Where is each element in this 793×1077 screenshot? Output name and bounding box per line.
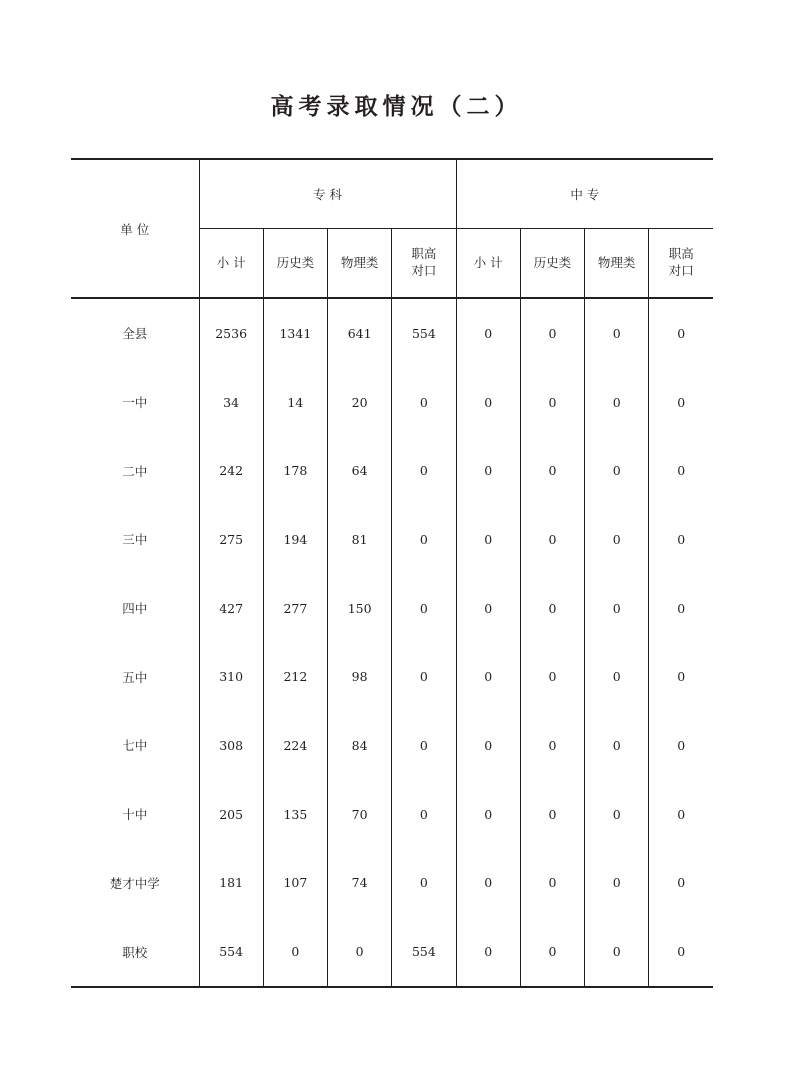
value-cell: 427 xyxy=(199,574,263,643)
value-cell: 194 xyxy=(263,505,327,574)
value-cell: 242 xyxy=(199,436,263,505)
value-cell: 20 xyxy=(328,368,392,437)
value-cell: 14 xyxy=(263,368,327,437)
value-cell: 205 xyxy=(199,780,263,849)
value-cell: 0 xyxy=(585,642,649,711)
value-cell: 98 xyxy=(328,642,392,711)
value-cell: 0 xyxy=(520,780,584,849)
subheader-cell xyxy=(199,229,263,299)
value-cell: 554 xyxy=(392,298,456,368)
subheader-cell xyxy=(520,229,584,299)
value-cell: 0 xyxy=(456,780,520,849)
value-cell: 107 xyxy=(263,849,327,918)
unit-cell: 十中 xyxy=(122,807,148,823)
value-cell: 0 xyxy=(520,711,584,780)
value-cell: 554 xyxy=(392,917,456,987)
value-cell: 1341 xyxy=(263,298,327,368)
value-cell: 0 xyxy=(649,917,713,987)
value-cell: 0 xyxy=(520,642,584,711)
value-cell: 0 xyxy=(649,574,713,643)
value-cell: 308 xyxy=(199,711,263,780)
table-row xyxy=(71,917,713,987)
value-cell: 0 xyxy=(649,849,713,918)
value-cell: 0 xyxy=(456,917,520,987)
value-cell: 181 xyxy=(199,849,263,918)
table-row xyxy=(71,574,713,643)
value-cell: 0 xyxy=(392,711,456,780)
value-cell: 0 xyxy=(520,368,584,437)
value-cell: 0 xyxy=(649,298,713,368)
group-header-zhuanke: 专 科 xyxy=(199,159,456,229)
value-cell: 224 xyxy=(263,711,327,780)
value-cell: 0 xyxy=(585,436,649,505)
subheader-cell xyxy=(328,229,392,299)
subheader-line1: 物理类 xyxy=(340,254,379,270)
table-row xyxy=(71,642,713,711)
value-cell: 0 xyxy=(263,917,327,987)
value-cell: 277 xyxy=(263,574,327,643)
value-cell: 0 xyxy=(520,436,584,505)
value-cell: 74 xyxy=(328,849,392,918)
value-cell: 0 xyxy=(585,849,649,918)
value-cell: 84 xyxy=(328,711,392,780)
value-cell: 178 xyxy=(263,436,327,505)
value-cell: 275 xyxy=(199,505,263,574)
value-cell: 0 xyxy=(456,298,520,368)
value-cell: 0 xyxy=(328,917,392,987)
value-cell: 212 xyxy=(263,642,327,711)
value-cell: 0 xyxy=(649,368,713,437)
value-cell: 0 xyxy=(392,642,456,711)
table-row xyxy=(71,298,713,368)
value-cell: 0 xyxy=(649,505,713,574)
subheader-line1: 物理类 xyxy=(597,254,636,270)
value-cell: 310 xyxy=(199,642,263,711)
subheader-line1: 历史类 xyxy=(276,254,315,270)
value-cell: 2536 xyxy=(199,298,263,368)
table-row xyxy=(71,368,713,437)
value-cell: 0 xyxy=(392,368,456,437)
unit-cell: 二中 xyxy=(122,463,148,479)
subheader-line1: 小 计 xyxy=(473,254,503,270)
value-cell: 0 xyxy=(585,368,649,437)
value-cell: 34 xyxy=(199,368,263,437)
value-cell: 0 xyxy=(520,574,584,643)
value-cell: 0 xyxy=(392,436,456,505)
value-cell: 135 xyxy=(263,780,327,849)
subheader-cell xyxy=(649,229,713,299)
value-cell: 0 xyxy=(392,780,456,849)
value-cell: 0 xyxy=(456,711,520,780)
unit-cell: 楚才中学 xyxy=(109,875,160,891)
value-cell: 0 xyxy=(392,505,456,574)
subheader-line1: 历史类 xyxy=(533,254,572,270)
table-row xyxy=(71,849,713,918)
value-cell: 0 xyxy=(456,574,520,643)
value-cell: 0 xyxy=(520,505,584,574)
value-cell: 0 xyxy=(520,298,584,368)
value-cell: 0 xyxy=(392,574,456,643)
value-cell: 0 xyxy=(649,711,713,780)
subheader-cell xyxy=(263,229,327,299)
subheader-line1: 职高 xyxy=(411,246,437,262)
value-cell: 0 xyxy=(456,436,520,505)
table-body xyxy=(71,298,713,987)
value-cell: 0 xyxy=(520,917,584,987)
value-cell: 0 xyxy=(392,849,456,918)
subheader-line1: 职高 xyxy=(668,246,694,262)
table-row xyxy=(71,436,713,505)
subheader-cell xyxy=(456,229,520,299)
value-cell: 0 xyxy=(649,436,713,505)
page-title: 高考录取情况（二） xyxy=(270,93,523,120)
unit-cell: 职校 xyxy=(71,917,199,987)
unit-cell: 七中 xyxy=(122,738,148,754)
unit-cell: 全县 xyxy=(122,326,148,342)
subheader-cell xyxy=(585,229,649,299)
table-row xyxy=(71,505,713,574)
value-cell: 0 xyxy=(649,642,713,711)
value-cell: 0 xyxy=(456,368,520,437)
unit-cell: 一中 xyxy=(122,395,148,411)
unit-cell: 三中 xyxy=(122,532,148,548)
subheader-line1: 小 计 xyxy=(216,254,246,270)
value-cell: 0 xyxy=(585,505,649,574)
value-cell: 70 xyxy=(328,780,392,849)
value-cell: 150 xyxy=(328,574,392,643)
value-cell: 81 xyxy=(328,505,392,574)
admissions-table xyxy=(71,158,713,988)
group-header-zhongzhuan: 中 专 xyxy=(456,159,713,229)
table-row xyxy=(71,711,713,780)
subheader-line2: 对口 xyxy=(411,263,437,278)
table-row xyxy=(71,780,713,849)
value-cell: 0 xyxy=(649,780,713,849)
value-cell: 0 xyxy=(585,298,649,368)
value-cell: 0 xyxy=(585,574,649,643)
value-cell: 0 xyxy=(585,917,649,987)
value-cell: 64 xyxy=(328,436,392,505)
subheader-cell xyxy=(392,229,456,299)
value-cell: 554 xyxy=(199,917,263,987)
value-cell: 0 xyxy=(456,849,520,918)
value-cell: 0 xyxy=(456,505,520,574)
unit-cell: 五中 xyxy=(122,669,148,685)
unit-cell: 四中 xyxy=(122,601,148,617)
value-cell: 0 xyxy=(520,849,584,918)
value-cell: 0 xyxy=(585,780,649,849)
unit-column-header: 单 位 xyxy=(71,159,199,298)
value-cell: 0 xyxy=(456,642,520,711)
value-cell: 0 xyxy=(585,711,649,780)
value-cell: 641 xyxy=(328,298,392,368)
subheader-line2: 对口 xyxy=(668,263,694,278)
table-header xyxy=(71,159,713,298)
